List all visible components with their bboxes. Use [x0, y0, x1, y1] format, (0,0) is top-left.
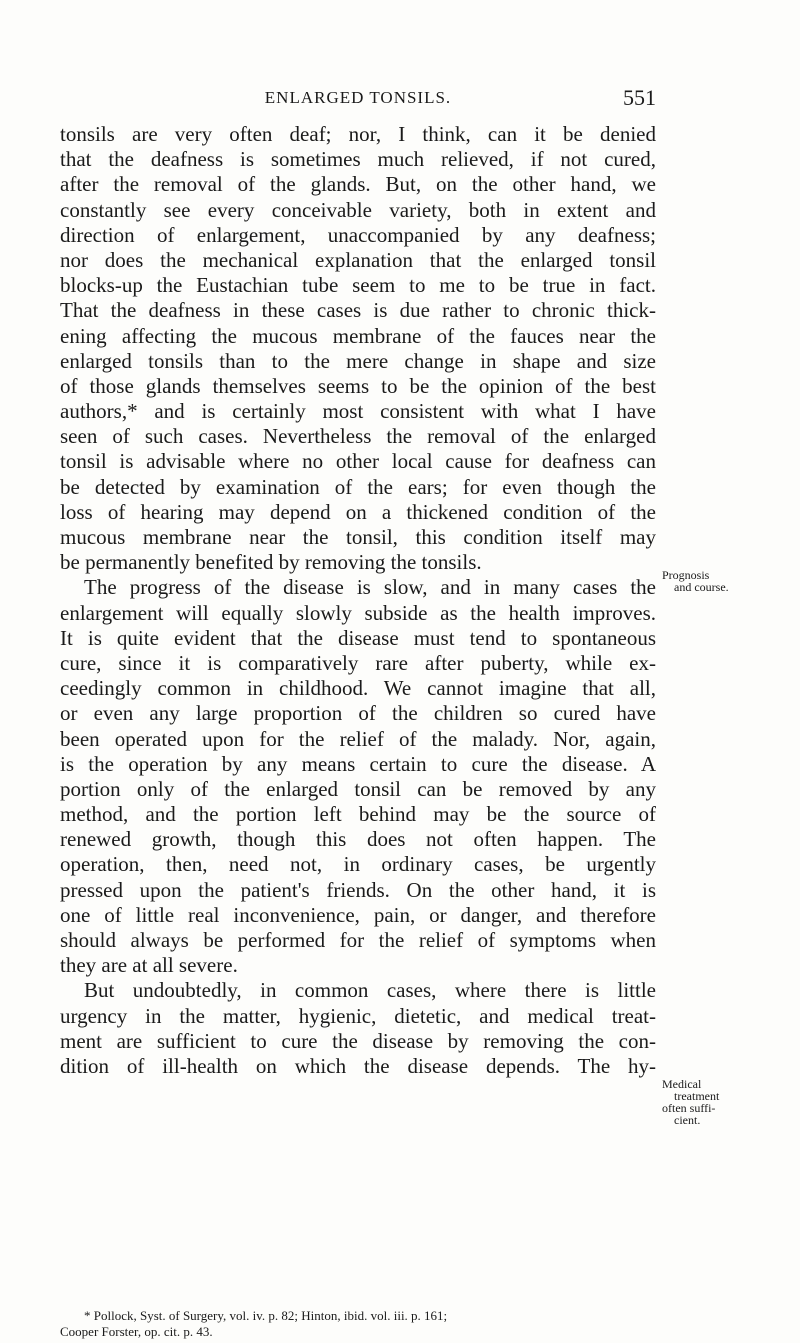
text-line: pressed upon the patient's friends. On the other hand, it is: [60, 877, 656, 902]
text-line: enlargement will equally slowly subside as the health improves.: [60, 600, 656, 625]
text-line: been operated upon for the relief of the malady. Nor, again,: [60, 726, 656, 751]
footnote-line: Cooper Forster, op. cit. p. 43.: [60, 1324, 213, 1339]
text-line: dition of ill-health on which the disease depends. The hy-: [60, 1053, 656, 1078]
text-line: they are at all severe.: [60, 953, 238, 978]
text-line: But undoubtedly, in common cases, where there is little: [84, 978, 656, 1003]
text-line: is the operation by any means certain to cure the disease. A: [60, 751, 656, 776]
text-line: one of little real inconvenience, pain, or danger, and therefore: [60, 902, 656, 927]
text-line: after the removal of the glands. But, on the other hand, we: [60, 172, 656, 197]
text-line: nor does the mechanical explanation that the enlarged tonsil: [60, 247, 656, 272]
text-line: renewed growth, though this does not often happen. The: [60, 827, 656, 852]
margin-note-medical-treatment: [662, 1078, 792, 1126]
text-line: blocks-up the Eustachian tube seem to me to be true in fact.: [60, 273, 656, 298]
text-line: loss of hearing may depend on a thickened condition of the: [60, 499, 656, 524]
text-line: operation, then, need not, in ordinary cases, be urgently: [60, 852, 656, 877]
page-number: 551: [623, 85, 656, 110]
text-line: The progress of the disease is slow, and in many cases the: [84, 575, 656, 600]
margin-note-line: Prognosis: [662, 568, 710, 582]
text-line: tonsil is advisable where no other local cause for deafness can: [60, 449, 656, 474]
margin-note-prognosis: [662, 569, 792, 593]
footnote-line: * Pollock, Syst. of Surgery, vol. iv. p. 82; Hinton, ibid. vol. iii. p. 161;: [84, 1308, 448, 1323]
page-header: [60, 85, 656, 114]
running-title: ENLARGED TONSILS.: [264, 88, 452, 107]
margin-note-line: often suffi-: [662, 1101, 716, 1115]
text-line: that the deafness is sometimes much relieved, if not cured,: [60, 147, 656, 172]
text-line: of those glands themselves seems to be the opinion of the best: [60, 373, 656, 398]
text-line: It is quite evident that the disease must tend to spontaneous: [60, 625, 656, 650]
body-text: [60, 122, 656, 1079]
text-line: be permanently benefited by removing the tonsils.: [60, 550, 482, 575]
text-line: method, and the portion left behind may be the source of: [60, 802, 656, 827]
text-line: seen of such cases. Nevertheless the removal of the enlarged: [60, 424, 656, 449]
text-line: constantly see every conceivable variety, both in extent and: [60, 197, 656, 222]
text-line: tonsils are very often deaf; nor, I think, can it be denied: [60, 122, 656, 146]
text-line: That the deafness in these cases is due rather to chronic thick-: [60, 298, 656, 323]
margin-note-line: Medical: [662, 1077, 702, 1091]
text-line: or even any large proportion of the children so cured have: [60, 701, 656, 726]
text-line: authors,* and is certainly most consistent with what I have: [60, 399, 656, 424]
footnote: [60, 1308, 656, 1340]
text-line: enlarged tonsils than to the mere change in shape and size: [60, 348, 656, 373]
text-line: be detected by examination of the ears; for even though the: [60, 474, 656, 499]
margin-note-line: and course.: [674, 580, 729, 594]
text-line: ening affecting the mucous membrane of the fauces near the: [60, 323, 656, 348]
margin-note-line: cient.: [674, 1113, 701, 1127]
margin-note-line: treatment: [674, 1089, 720, 1103]
text-line: mucous membrane near the tonsil, this condition itself may: [60, 525, 656, 549]
text-line: ment are sufficient to cure the disease by removing the con-: [60, 1028, 656, 1053]
text-line: urgency in the matter, hygienic, dietetic, and medical treat-: [60, 1003, 656, 1028]
text-line: should always be performed for the relief of symptoms when: [60, 928, 656, 952]
text-line: direction of enlargement, unaccompanied by any deafness;: [60, 222, 656, 247]
text-line: ceedingly common in childhood. We cannot imagine that all,: [60, 676, 656, 701]
text-line: portion only of the enlarged tonsil can be removed by any: [60, 776, 656, 801]
text-line: cure, since it is comparatively rare after puberty, while ex-: [60, 650, 656, 675]
